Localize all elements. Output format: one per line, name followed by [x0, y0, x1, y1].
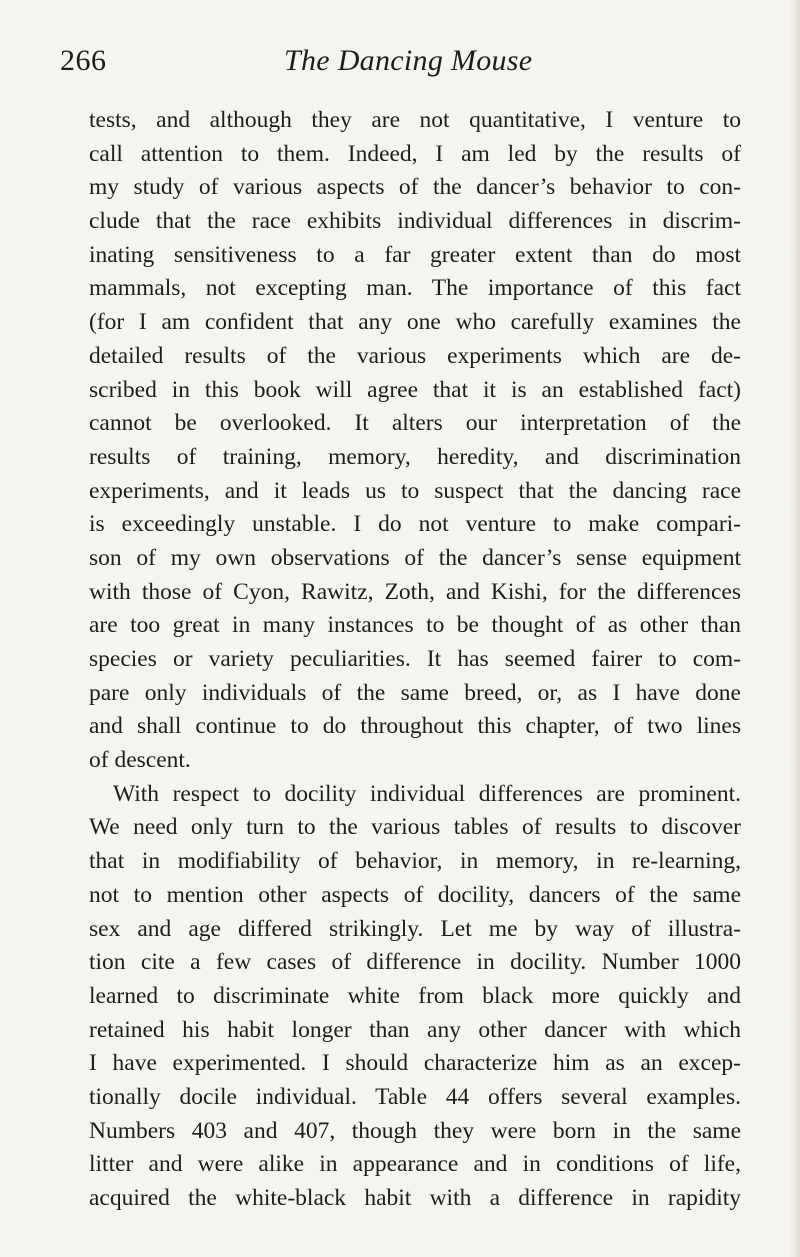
text-line: pare only individuals of the same breed, or, as I have done — [89, 679, 741, 706]
text-line: retained his habit longer than any other dancer with which — [89, 1016, 741, 1043]
body-text — [89, 104, 741, 1216]
text-line: results of training, memory, heredity, and discrimination — [89, 443, 741, 470]
text-line: that in modifiability of behavior, in memory, in re-learning, — [89, 848, 741, 875]
text-line: tion cite a few cases of difference in docility. Number 1000 — [89, 949, 741, 976]
text-line: learned to discriminate white from black more quickly and — [89, 982, 741, 1009]
text-line: call attention to them. Indeed, I am led by the results of — [89, 140, 741, 167]
text-line: cannot be overlooked. It alters our interpretation of the — [89, 410, 741, 437]
text-line: son of my own observations of the dancer’s sense equipment — [89, 544, 741, 571]
text-line: sex and age differed strikingly. Let me by way of illustra- — [89, 915, 741, 942]
text-line: not to mention other aspects of docility, dancers of the same — [89, 881, 741, 908]
text-line: litter and were alike in appearance and in conditions of life, — [89, 1151, 741, 1178]
text-line: clude that the race exhibits individual differences in discrim- — [89, 208, 741, 235]
text-line: scribed in this book will agree that it is an established fact) — [89, 376, 741, 403]
text-line: tionally docile individual. Table 44 offers several examples. — [89, 1083, 741, 1110]
text-line: acquired the white-black habit with a difference in rapidity — [89, 1185, 741, 1211]
text-line: and shall continue to do throughout this chapter, of two lines — [89, 713, 741, 740]
text-line: are too great in many instances to be thought of as other than — [89, 612, 741, 639]
text-line: We need only turn to the various tables of results to discover — [89, 814, 741, 841]
text-line: with those of Cyon, Rawitz, Zoth, and Kishi, for the differences — [89, 578, 741, 605]
paragraph-end-line: of descent. — [89, 747, 191, 774]
text-line: detailed results of the various experiments which are de- — [89, 342, 741, 369]
paragraph-first-line: With respect to docility individual differences are prominent. — [113, 780, 741, 807]
text-line: Numbers 403 and 407, though they were born in the same — [89, 1117, 741, 1144]
text-line: is exceedingly unstable. I do not venture to make compari- — [89, 511, 741, 538]
text-line: I have experimented. I should characterize him as an excep- — [89, 1050, 741, 1077]
page-number: 266 — [60, 44, 107, 77]
text-line: my study of various aspects of the dancer’s behavior to con- — [89, 174, 741, 201]
text-line: species or variety peculiarities. It has seemed fairer to com- — [89, 646, 741, 672]
page-header — [60, 44, 750, 84]
text-line: mammals, not excepting man. The importance of this fact — [89, 275, 741, 302]
text-line: inating sensitiveness to a far greater extent than do most — [89, 241, 741, 268]
text-line: (for I am confident that any one who carefully examines the — [89, 309, 741, 336]
text-line: experiments, and it leads us to suspect that the dancing race — [89, 477, 741, 504]
running-title: The Dancing Mouse — [284, 44, 533, 77]
page-edge-shadow — [790, 0, 800, 1257]
text-line: tests, and although they are not quantitative, I venture to — [89, 107, 741, 133]
